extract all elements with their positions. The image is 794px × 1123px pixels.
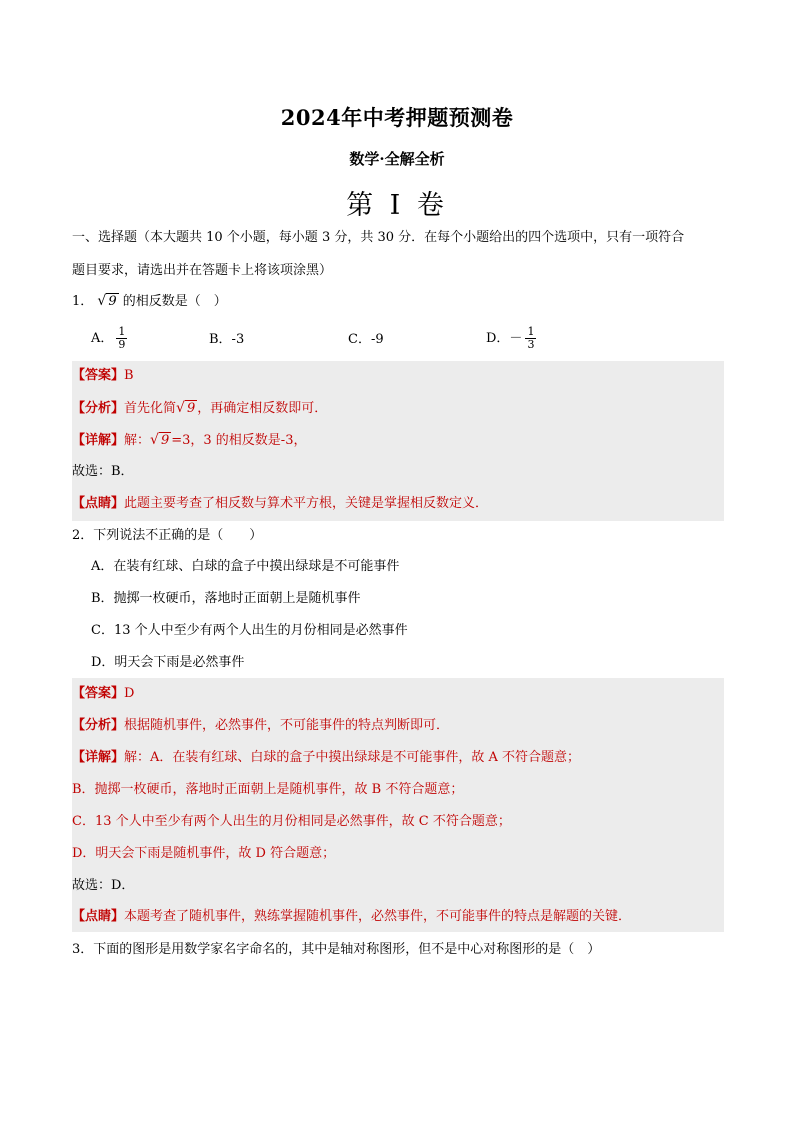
section-instructions-line-1: 一、选择题（本大题共 10 个小题，每小题 3 分，共 30 分．在每个小题给出的四个选项中，只有一项符合 <box>72 230 685 245</box>
question-2-answer: 【答案】D <box>72 686 135 701</box>
question-2-detail-3: C．13 个人中至少有两个人出生的月份相同是必然事件，故 C 不符合题意； <box>72 814 511 829</box>
question-2-stem: 2．下列说法不正确的是（ ） <box>72 528 263 543</box>
question-1-analysis: 【分析】首先化简√ 9 ，再确定相反数即可． <box>72 400 328 416</box>
question-1-option-c: C．-9 <box>348 332 384 347</box>
question-2-option-c: C．13 个人中至少有两个人出生的月份相同是必然事件 <box>91 623 408 638</box>
question-1-stem <box>72 291 724 312</box>
question-1-answer: 【答案】B <box>72 368 134 383</box>
question-2-detail-2: B．抛掷一枚硬币，落地时正面朝上是随机事件，故 B 不符合题意； <box>72 782 464 797</box>
page-title: 2024年中考押题预测卷 <box>280 105 514 130</box>
question-1-comment: 【点睛】此题主要考查了相反数与算术平方根，关键是掌握相反数定义． <box>72 496 489 511</box>
section-instructions-line-2: 题目要求，请选出并在答题卡上将该项涂黑） <box>72 263 333 278</box>
question-2-choose: 故选：D． <box>72 878 135 893</box>
question-3-stem: 3．下面的图形是用数学家名字命名的，其中是轴对称图形，但不是中心对称图形的是（ ） <box>72 942 601 957</box>
question-1-option-d: D．－ $\frac{1}{3}$ <box>486 325 535 351</box>
question-1-stem-tail: 的相反数是（ ） <box>122 294 227 309</box>
question-2-comment: 【点睛】本题考查了随机事件，熟练掌握随机事件，必然事件，不可能事件的特点是解题的关键． <box>72 909 632 924</box>
page-subtitle: 数学·全解全析 <box>349 150 445 168</box>
question-2-option-a: A．在装有红球、白球的盒子中摸出绿球是不可能事件 <box>91 559 400 574</box>
question-2-detail-1: 【详解】解：A．在装有红球、白球的盒子中摸出绿球是不可能事件，故 A 不符合题意； <box>72 750 581 765</box>
fraction: $\frac{1}{9}$ <box>118 325 126 351</box>
fraction: $\frac{1}{3}$ <box>527 325 535 351</box>
question-1-detail: 【详解】解：√ 9 =3，3 的相反数是-3， <box>72 432 307 448</box>
volume-heading: 第 I 卷 <box>346 190 448 221</box>
question-2-option-d: D．明天会下雨是必然事件 <box>91 655 245 670</box>
sqrt-expression: √ 9 <box>97 293 117 309</box>
question-1-option-a: A． $\frac{1}{9}$ <box>91 325 126 351</box>
radicand: 9 <box>108 294 117 309</box>
question-1-choose: 故选：B． <box>72 464 134 479</box>
question-2-analysis: 【分析】根据随机事件，必然事件，不可能事件的特点判断即可． <box>72 718 450 733</box>
question-number: 1． <box>72 294 94 309</box>
question-2-detail-4: D．明天会下雨是随机事件，故 D 符合题意； <box>72 846 336 861</box>
question-2-option-b: B．抛掷一枚硬币，落地时正面朝上是随机事件 <box>91 591 361 606</box>
question-1-option-b: B．-3 <box>209 332 245 347</box>
